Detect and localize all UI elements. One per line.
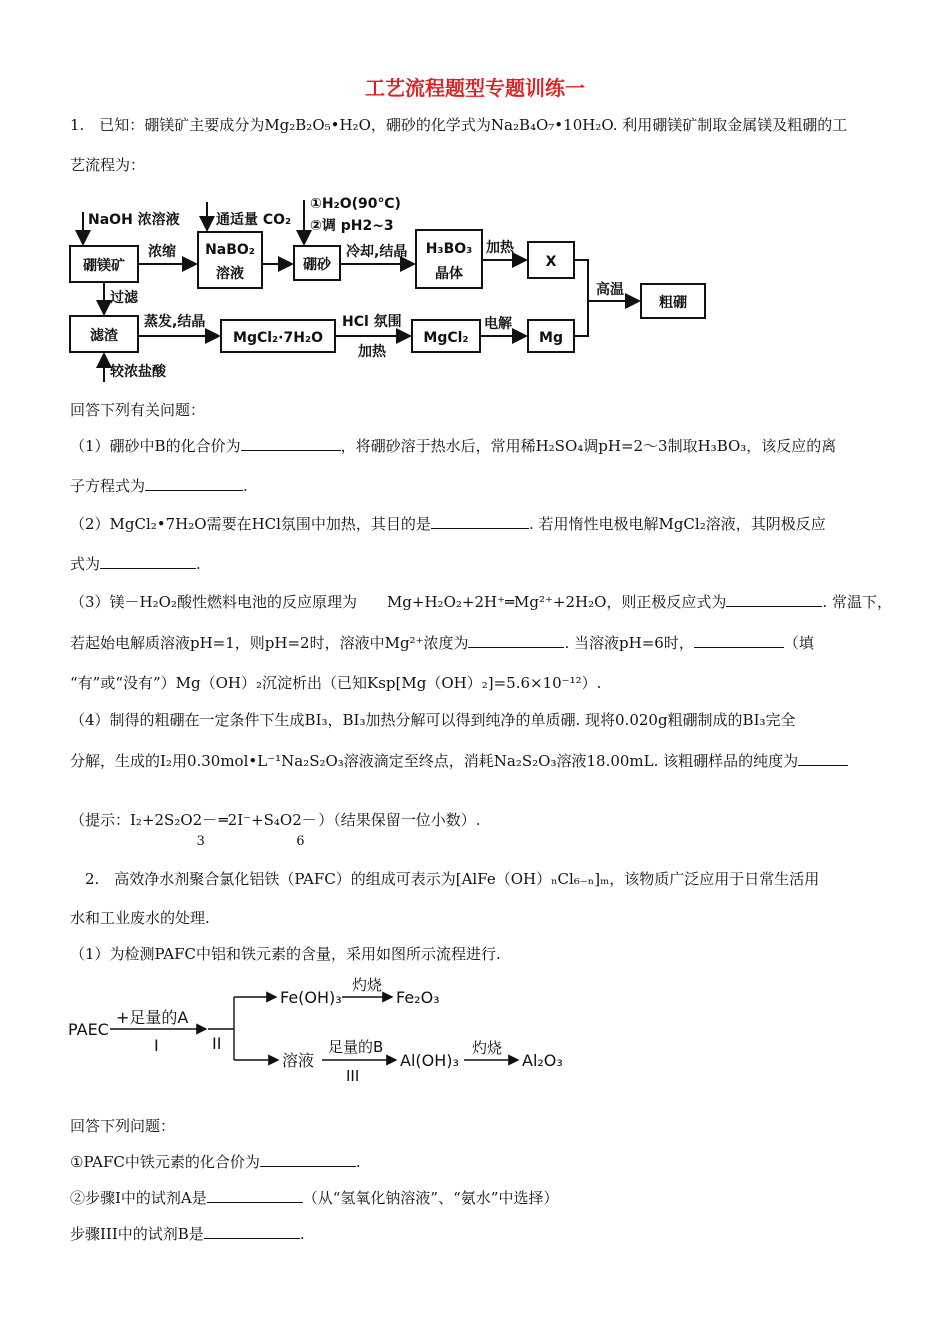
edge-concentrate: 浓缩	[148, 244, 176, 260]
box-mgcl2-7h2o-label: MgCl₂·7H₂O	[233, 330, 323, 346]
box-crude-label: 粗硼	[659, 295, 687, 311]
box-residue-label: 滤渣	[90, 328, 118, 344]
page-title: 工艺流程题型专题训练一	[365, 76, 585, 100]
answer-blank[interactable]	[260, 1151, 356, 1167]
box-mgcl2-label: MgCl₂	[423, 330, 469, 346]
flow-reagent-b: 足量的B	[328, 1038, 384, 1056]
box-h3bo3-label-a: H₃BO₃	[425, 241, 473, 257]
edge-cool-crystallize: 冷却,结晶	[346, 244, 408, 260]
flow-fe2o3: Fe₂O₃	[396, 988, 440, 1007]
answer-blank[interactable]	[726, 591, 822, 607]
answer-blank[interactable]	[204, 1223, 300, 1239]
input-h2o: ①H₂O(90℃)	[310, 196, 401, 212]
edge-heating: 加热	[358, 344, 386, 360]
input-ph: ②调 pH2~3	[310, 218, 394, 234]
q1-hint: （提示：I₂+2S₂O2－ 3 ═2I⁻+S₄O2－ 6 ）（结果保留一位小数）.	[70, 811, 481, 849]
edge-heat: 加热	[486, 240, 514, 256]
q1-part3-line2: 若起始电解质溶液pH=1，则pH=2时，溶液中Mg²⁺浓度为 . 当溶液pH=6时， （填	[70, 634, 814, 652]
q2-part1: （1）为检测PAFC中铝和铁元素的含量，采用如图所示流程进行.	[70, 945, 501, 963]
q2-sub2: ②步骤I中的试剂A是 （从“氢氧化钠溶液”、“氨水”中选择）	[70, 1189, 559, 1207]
edge-high-temp: 高温	[596, 282, 624, 298]
flow-al2o3: Al₂O₃	[522, 1051, 563, 1070]
q1-stem-line1: 1. 已知：硼镁矿主要成分为Mg₂B₂O₅•H₂O，硼砂的化学式为Na₂B₄O₇•10H₂O. 利用硼镁矿制取金属镁及粗硼的工	[70, 116, 848, 134]
input-naoh: NaOH 浓溶液	[88, 212, 180, 228]
q1-answer-intro: 回答下列有关问题：	[70, 401, 206, 419]
answer-blank[interactable]	[798, 750, 848, 766]
edge-electrolysis: 电解	[484, 316, 512, 332]
flow-aloh3: Al(OH)₃	[400, 1051, 459, 1070]
q2-stem-line2: 水和工业废水的处理.	[70, 909, 210, 927]
q2-flowchart	[66, 975, 586, 1090]
answer-blank[interactable]	[207, 1187, 303, 1203]
q1-stem-line2: 艺流程为：	[70, 156, 146, 174]
q1-part3-line3: “有”或“没有”）Mg（OH）₂沉淀析出（已知Ksp[Mg（OH）₂]=5.6×10⁻¹²）.	[70, 674, 602, 692]
q1-part4-line2: 分解，生成的I₂用0.30mol•L⁻¹Na₂S₂O₃溶液滴定至终点，消耗Na₂S₂O₃溶液18.00mL. 该粗硼样品的纯度为	[70, 750, 848, 771]
q1-part1-line1: （1）硼砂中B的化合价为 ，将硼砂溶于热水后，常用稀H₂SO₄调pH=2～3制取H₃BO₃，该反应的离	[70, 437, 837, 455]
flow-step-3: III	[346, 1067, 360, 1085]
box-nabo2-label-a: NaBO₂	[205, 242, 255, 258]
q1-part4-line1: （4）制得的粗硼在一定条件下生成BI₃，BI₃加热分解可以得到纯净的单质硼. 现将0.020g粗硼制成的BI₃完全	[70, 711, 796, 729]
answer-blank[interactable]	[241, 435, 341, 451]
flow-step-2: II	[212, 1034, 222, 1053]
answer-blank[interactable]	[145, 475, 243, 491]
answer-blank[interactable]	[100, 553, 196, 569]
q1-part3-line1: （3）镁－H₂O₂酸性燃料电池的反应原理为 Mg+H₂O₂+2H⁺═Mg²⁺+2H₂O，则正极反应式为 . 常温下，	[70, 593, 892, 611]
flow-reagent-a: +足量的A	[116, 1008, 189, 1027]
input-hcl: 较浓盐酸	[110, 364, 166, 380]
box-x-label: X	[545, 254, 557, 270]
q2-stem-line1: 2. 高效净水剂聚合氯化铝铁（PAFC）的组成可表示为[AlFe（OH）ₙCl₆₋ₙ]ₘ，该物质广泛应用于日常生活用	[85, 870, 820, 888]
q1-part2-line1: （2）MgCl₂•7H₂O需要在HCl氛围中加热，其目的是 . 若用惰性电极电解MgCl₂溶液，其阴极反应	[70, 515, 826, 533]
edge-hcl-atmosphere: HCl 氛围	[342, 314, 402, 330]
q1-flowchart	[66, 190, 716, 390]
flow-start-paec: PAEC	[68, 1020, 109, 1039]
box-nabo2-label-b: 溶液	[216, 266, 244, 282]
flow-burn-2: 灼烧	[472, 1039, 503, 1057]
flow-solution: 溶液	[282, 1051, 315, 1070]
q1-part2-line2: 式为 .	[70, 555, 201, 573]
edge-filter: 过滤	[110, 290, 138, 306]
flow-step-1: I	[154, 1036, 159, 1055]
box-ore-label: 硼镁矿	[83, 258, 125, 274]
q2-sub3: 步骤III中的试剂B是 .	[70, 1225, 305, 1243]
answer-blank[interactable]	[694, 632, 784, 648]
input-co2: 通适量 CO₂	[216, 212, 292, 228]
box-h3bo3-label-b: 晶体	[435, 266, 463, 282]
q2-answer-intro: 回答下列问题：	[70, 1117, 176, 1135]
box-mg-label: Mg	[539, 330, 563, 346]
edge-evaporate: 蒸发,结晶	[144, 314, 206, 330]
answer-blank[interactable]	[468, 632, 564, 648]
q1-part1-line2: 子方程式为 .	[70, 477, 248, 495]
flow-burn-1: 灼烧	[352, 976, 383, 994]
flow-feoh3: Fe(OH)₃	[280, 988, 342, 1007]
box-borax-label: 硼砂	[303, 257, 331, 273]
q2-sub1: ①PAFC中铁元素的化合价为 .	[70, 1153, 361, 1171]
answer-blank[interactable]	[431, 513, 529, 529]
